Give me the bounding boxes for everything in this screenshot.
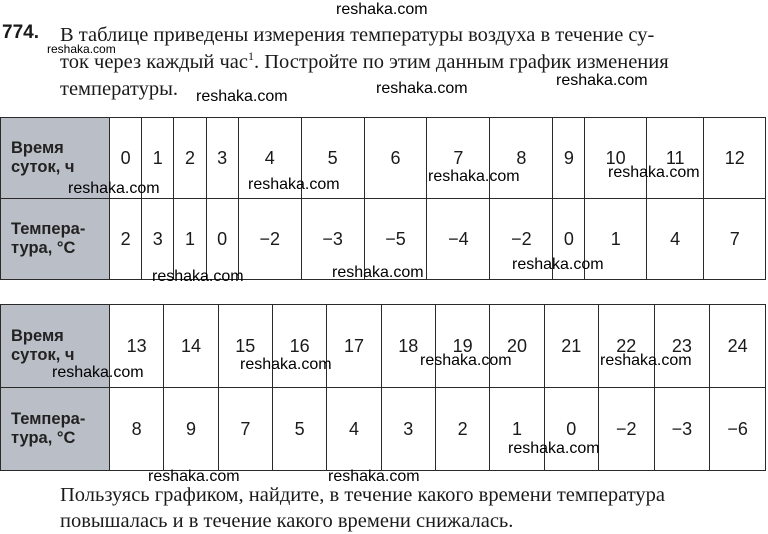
watermark: reshaka.com	[332, 264, 424, 281]
watermark: reshaka.com	[512, 256, 604, 273]
statement-line-1: В таблице приведены измерения температуры воздуха в течение су-	[60, 24, 655, 46]
temperature-cell: −3	[301, 199, 364, 280]
watermark: reshaka.com	[376, 80, 468, 97]
row-header-time: Время суток, ч	[1, 118, 110, 199]
watermark: reshaka.com	[52, 364, 144, 381]
watermark: reshaka.com	[328, 468, 420, 485]
watermark: reshaka.com	[336, 1, 428, 18]
hour-cell: 8	[490, 118, 553, 199]
watermark: reshaka.com	[428, 168, 520, 185]
temperature-cell: 0	[206, 199, 238, 280]
temperature-table-hours-0-12	[0, 117, 766, 280]
watermark: reshaka.com	[148, 468, 240, 485]
watermark: reshaka.com	[196, 88, 288, 105]
statement-line-2a: ток через каждый час	[60, 51, 248, 73]
hour-cell: 11	[646, 118, 704, 199]
hour-cell: 19	[435, 305, 489, 388]
temperature-cell: −6	[710, 388, 766, 471]
hour-cell: 6	[364, 118, 427, 199]
problem-number: 774.	[2, 22, 39, 43]
temperature-cell: 3	[381, 388, 435, 471]
question-line-2: повышалась и в течение какого времени снижалась.	[60, 510, 514, 532]
temperature-cell: 7	[704, 199, 766, 280]
statement-line-2b: . Постройте по этим данным график изменения	[253, 51, 669, 73]
watermark: reshaka.com	[47, 42, 116, 56]
watermark: reshaka.com	[420, 352, 512, 369]
hour-cell: 16	[272, 305, 326, 388]
hour-cell: 2	[174, 118, 206, 199]
hour-cell: 7	[427, 118, 490, 199]
table-row-temp	[1, 388, 766, 471]
temperature-cell: −3	[654, 388, 710, 471]
temperature-cell: 5	[272, 388, 326, 471]
hour-cell: 5	[301, 118, 364, 199]
hour-cell: 24	[710, 305, 766, 388]
temperature-cell: −5	[364, 199, 427, 280]
statement-line-3: температуры.	[60, 78, 179, 100]
hour-cell: 17	[327, 305, 381, 388]
hour-cell: 3	[206, 118, 238, 199]
hour-cell: 12	[704, 118, 766, 199]
row-header-temperature: Темпера-тура, °С	[1, 199, 110, 280]
row-header-time: Время суток, ч	[1, 305, 110, 388]
temperature-cell: 1	[585, 199, 646, 280]
hour-cell: 21	[544, 305, 598, 388]
temperature-cell: 1	[490, 388, 544, 471]
watermark: reshaka.com	[608, 164, 700, 181]
temperature-cell: 3	[142, 199, 174, 280]
temperature-cell: 1	[174, 199, 206, 280]
watermark: reshaka.com	[248, 176, 340, 193]
temperature-cell: 0	[553, 199, 585, 280]
hour-cell: 10	[585, 118, 646, 199]
hour-cell: 18	[381, 305, 435, 388]
question-text	[60, 482, 765, 534]
temperature-cell: 0	[544, 388, 598, 471]
temperature-table-hours-13-24	[0, 304, 766, 471]
temperature-cell: 7	[218, 388, 272, 471]
question-line-1: Пользуясь графиком, найдите, в течение какого времени температура	[60, 484, 666, 506]
hour-cell: 22	[598, 305, 654, 388]
hour-cell: 14	[164, 305, 218, 388]
watermark: reshaka.com	[508, 440, 600, 457]
temperature-cell: 4	[646, 199, 704, 280]
watermark: reshaka.com	[68, 180, 160, 197]
temperature-cell: 8	[110, 388, 164, 471]
hour-cell: 0	[110, 118, 142, 199]
temperature-cell: 4	[327, 388, 381, 471]
hour-cell: 20	[490, 305, 544, 388]
temperature-cell: −2	[598, 388, 654, 471]
hour-cell: 9	[553, 118, 585, 199]
temperature-cell: −2	[238, 199, 301, 280]
temperature-cell: 9	[164, 388, 218, 471]
watermark: reshaka.com	[600, 352, 692, 369]
hour-cell: 23	[654, 305, 710, 388]
temperature-cell: −4	[427, 199, 490, 280]
watermark: reshaka.com	[152, 268, 244, 285]
watermark: reshaka.com	[240, 356, 332, 373]
hour-cell: 13	[110, 305, 164, 388]
hour-cell: 4	[238, 118, 301, 199]
temperature-cell: 2	[435, 388, 489, 471]
hour-cell: 1	[142, 118, 174, 199]
temperature-cell: 2	[110, 199, 142, 280]
row-header-temperature: Темпера-тура, °С	[1, 388, 110, 471]
hour-cell: 15	[218, 305, 272, 388]
watermark: reshaka.com	[556, 72, 648, 89]
temperature-cell: −2	[490, 199, 553, 280]
footnote-mark: 1	[247, 49, 254, 64]
